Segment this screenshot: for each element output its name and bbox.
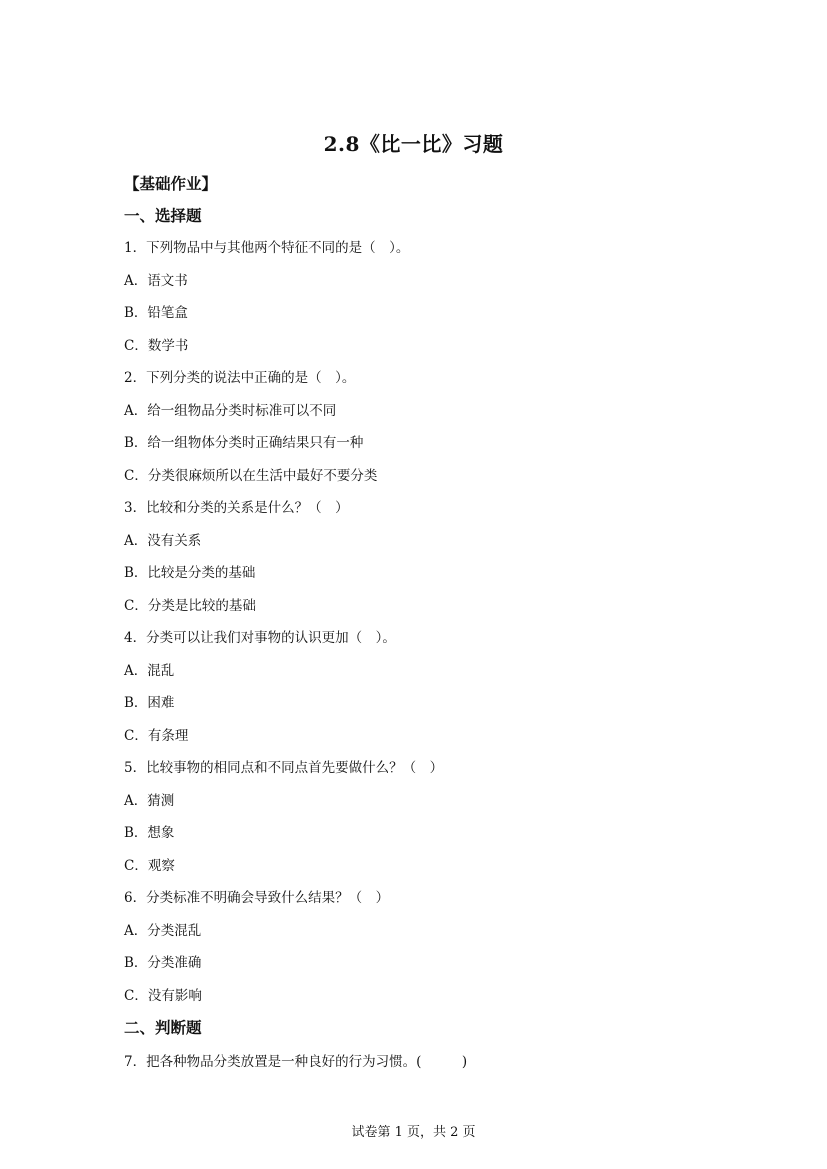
question-option: C．数学书 xyxy=(124,338,189,354)
question-option: B．铅笔盒 xyxy=(124,305,188,321)
question-option: A．分类混乱 xyxy=(124,923,202,939)
question-stem: 4．分类可以让我们对事物的认识更加（ ）。 xyxy=(124,630,396,646)
page-footer: 试卷第 1 页，共 2 页 xyxy=(351,1125,476,1140)
question-option: B．比较是分类的基础 xyxy=(124,565,256,581)
part-two-heading: 二、判断题 xyxy=(124,1018,202,1037)
question-option: C．分类很麻烦所以在生活中最好不要分类 xyxy=(124,468,378,484)
question-option: A．给一组物品分类时标准可以不同 xyxy=(124,403,337,419)
question-stem: 3．比较和分类的关系是什么？（ ） xyxy=(124,500,349,516)
question-option: A．混乱 xyxy=(124,663,175,679)
question-option: B．分类准确 xyxy=(124,955,202,971)
question-option: C．有条理 xyxy=(124,728,189,744)
question-stem: 6．分类标准不明确会导致什么结果？（ ） xyxy=(124,890,390,906)
question-option: B．给一组物体分类时正确结果只有一种 xyxy=(124,435,364,451)
question-option: B．困难 xyxy=(124,695,175,711)
question-option: B．想象 xyxy=(124,825,175,841)
question-option: A．猜测 xyxy=(124,793,175,809)
question-option: C．没有影响 xyxy=(124,988,202,1004)
question-stem: 2．下列分类的说法中正确的是（ ）。 xyxy=(124,370,356,386)
question-option: A．没有关系 xyxy=(124,533,202,549)
page-title: 2.8《比一比》习题 xyxy=(323,132,504,156)
question-stem: 1．下列物品中与其他两个特征不同的是（ ）。 xyxy=(124,240,410,256)
question-option: C．分类是比较的基础 xyxy=(124,598,256,614)
judge-question: 7．把各种物品分类放置是一种良好的行为习惯。( ) xyxy=(124,1054,468,1070)
question-option: A．语文书 xyxy=(124,273,188,289)
section-basic-homework: 【基础作业】 xyxy=(124,174,218,193)
question-stem: 5．比较事物的相同点和不同点首先要做什么？（ ） xyxy=(124,760,444,776)
part-one-heading: 一、选择题 xyxy=(124,206,202,225)
question-option: C．观察 xyxy=(124,858,175,874)
